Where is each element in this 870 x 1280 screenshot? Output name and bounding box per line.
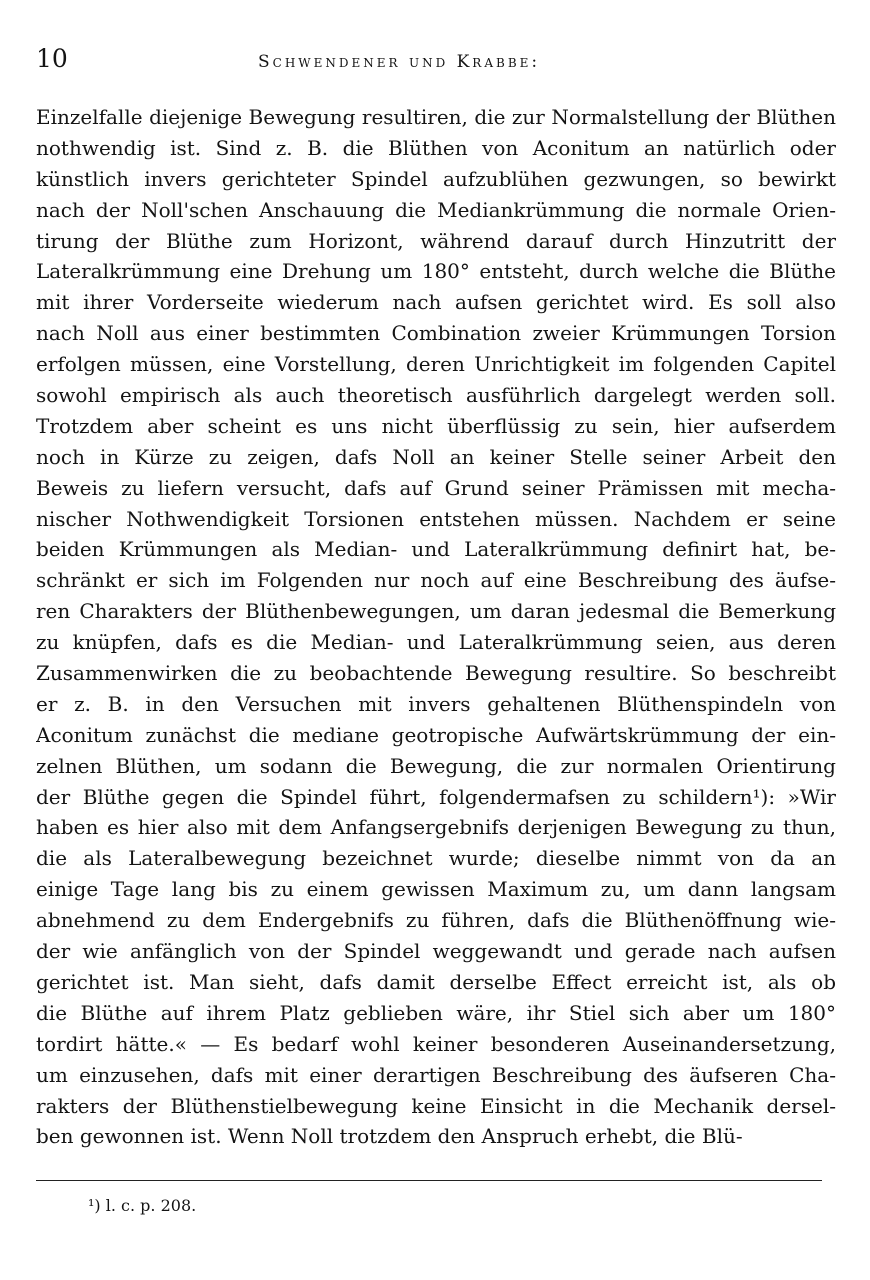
text-line: Beweis zu liefern versucht, dafs auf Grund seiner Prämissen mit mecha-: [36, 475, 836, 500]
text-line: die als Lateralbewegung bezeichnet wurde; dieselbe nimmt von da an: [36, 846, 836, 871]
text-line: haben es hier also mit dem Anfangsergebnifs derjenigen Bewegung zu thun,: [36, 815, 836, 840]
text-line: zelnen Blüthen, um sodann die Bewegung, die zur normalen Orientirung: [36, 753, 836, 778]
text-line: zu knüpfen, dafs es die Median- und Lateralkrümmung seien, aus deren: [36, 630, 836, 655]
text-line: um einzusehen, dafs mit einer derartigen Beschreibung des äufseren Cha-: [36, 1062, 836, 1087]
text-line: einige Tage lang bis zu einem gewissen Maximum zu, um dann langsam: [36, 877, 836, 902]
text-line: Einzelfalle diejenige Bewegung resultiren, die zur Normalstellung der Blüthen: [36, 105, 836, 129]
body-text: [36, 102, 836, 1152]
text-line: beiden Krümmungen als Median- und Lateralkrümmung definirt hat, be-: [36, 537, 836, 562]
text-line: nach Noll aus einer bestimmten Combination zweier Krümmungen Torsion: [36, 321, 836, 346]
text-line: der Blüthe gegen die Spindel führt, folgendermafsen zu schildern¹): »Wir: [36, 784, 836, 809]
text-line: nothwendig ist. Sind z. B. die Blüthen von Aconitum an natürlich oder: [36, 135, 836, 160]
text-line: Zusammenwirken die zu beobachtende Bewegung resultire. So beschreibt: [36, 661, 836, 686]
footnote-text: l. c. p. 208.: [105, 1196, 197, 1215]
text-line: tordirt hätte.« — Es bedarf wohl keiner besonderen Auseinandersetzung,: [36, 1031, 836, 1056]
text-line: schränkt er sich im Folgenden nur noch auf eine Beschreibung des äufse-: [36, 568, 836, 593]
footnote-rule: [36, 1180, 822, 1181]
text-line: Trotzdem aber scheint es uns nicht überflüssig zu sein, hier aufserdem: [36, 413, 836, 438]
footnote-marker: ¹): [88, 1196, 101, 1215]
text-line: ren Charakters der Blüthenbewegungen, um daran jedesmal die Bemerkung: [36, 599, 836, 624]
text-line: er z. B. in den Versuchen mit invers gehaltenen Blüthenspindeln von: [36, 691, 836, 716]
page-number: 10: [36, 44, 68, 73]
text-line: tirung der Blüthe zum Horizont, während darauf durch Hinzutritt der: [36, 228, 836, 253]
text-line: rakters der Blüthenstielbewegung keine Einsicht in die Mechanik dersel-: [36, 1093, 836, 1118]
text-line: erfolgen müssen, eine Vorstellung, deren Unrichtigkeit im folgenden Capitel: [36, 352, 836, 377]
footnote: [88, 1196, 196, 1215]
text-line: Lateralkrümmung eine Drehung um 180° entsteht, durch welche die Blüthe: [36, 259, 836, 284]
text-line: künstlich invers gerichteter Spindel aufzublühen gezwungen, so bewirkt: [36, 166, 836, 191]
text-line: abnehmend zu dem Endergebnifs zu führen, dafs die Blüthenöffnung wie-: [36, 908, 836, 933]
text-line: Aconitum zunächst die mediane geotropische Aufwärtskrümmung der ein-: [36, 722, 836, 747]
text-line: mit ihrer Vorderseite wiederum nach aufsen gerichtet wird. Es soll also: [36, 290, 836, 315]
text-line: nischer Nothwendigkeit Torsionen entstehen müssen. Nachdem er seine: [36, 506, 836, 531]
text-line: sowohl empirisch als auch theoretisch ausführlich dargelegt werden soll.: [36, 383, 836, 408]
text-line: die Blüthe auf ihrem Platz geblieben wäre, ihr Stiel sich aber um 180°: [36, 1000, 836, 1025]
text-line: noch in Kürze zu zeigen, dafs Noll an keiner Stelle seiner Arbeit den: [36, 444, 836, 469]
running-title: Schwendener und Krabbe:: [258, 52, 541, 72]
text-line: der wie anfänglich von der Spindel weggewandt und gerade nach aufsen: [36, 939, 836, 964]
text-line: ben gewonnen ist. Wenn Noll trotzdem den Anspruch erhebt, die Blü-: [36, 1124, 743, 1149]
text-line: nach der Noll'schen Anschauung die Mediankrümmung die normale Orien-: [36, 197, 836, 222]
text-line: gerichtet ist. Man sieht, dafs damit derselbe Effect erreicht ist, als ob: [36, 969, 836, 994]
